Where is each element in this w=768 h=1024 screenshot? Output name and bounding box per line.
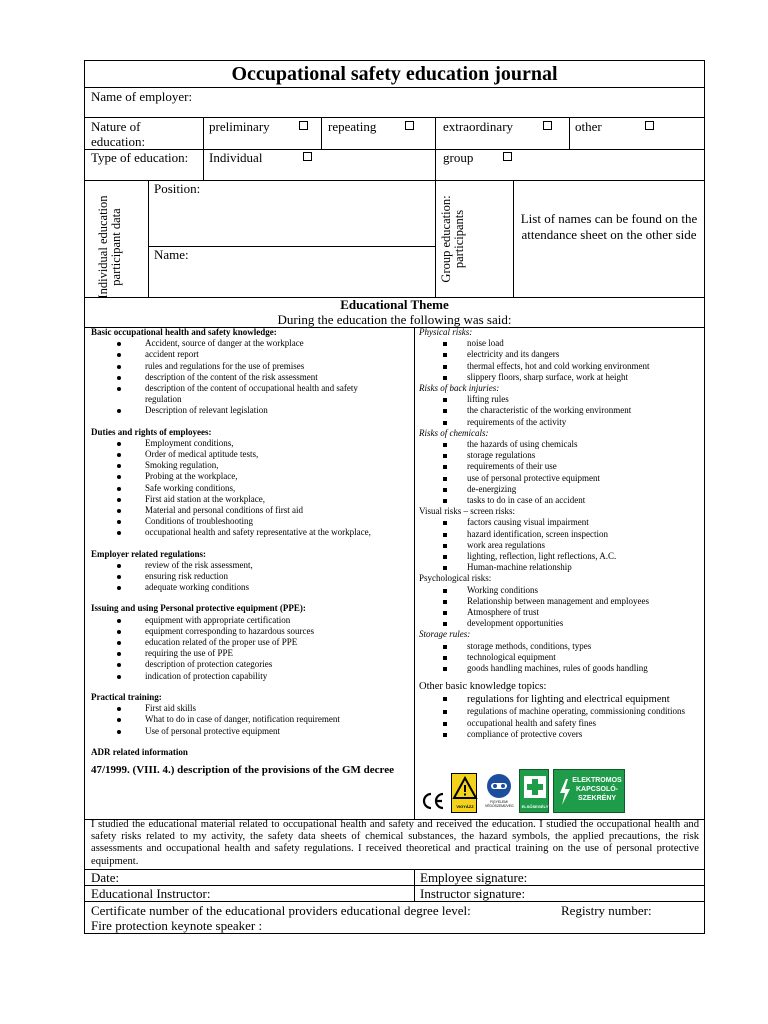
list-item: electricity and its dangers [419, 349, 703, 360]
psychological-heading: Psychological risks: [419, 573, 492, 584]
practical-list [91, 703, 411, 737]
list-item: Relationship between management and employees [419, 596, 703, 607]
ppe-list [91, 615, 411, 682]
practical-heading: Practical training: [91, 691, 162, 702]
other-topics-list [419, 693, 703, 740]
individual-side-label: Individual education participant data [96, 195, 123, 299]
list-item: Conditions of troubleshooting [91, 516, 411, 527]
list-item: de-energizing [419, 484, 703, 495]
list-item: First aid skills [91, 703, 411, 714]
list-item: equipment corresponding to hazardous sources [91, 626, 411, 637]
psychological-list [419, 585, 703, 630]
list-item: development opportunities [419, 618, 703, 629]
ce-mark-icon [421, 791, 445, 811]
list-item: Material and personal conditions of first aid [91, 505, 411, 516]
education-journal-form [84, 60, 705, 934]
basic-list [91, 338, 411, 416]
list-item: occupational health and safety fines [419, 718, 703, 729]
list-item: goods handling machines, rules of goods handling [419, 663, 703, 674]
list-item: Working conditions [419, 585, 703, 596]
visual-list [419, 517, 703, 573]
list-item: First aid station at the workplace, [91, 494, 411, 505]
checkbox-repeating[interactable] [405, 121, 414, 130]
mandatory-goggles-sign [485, 773, 513, 813]
basic-heading: Basic occupational health and safety knowledge: [91, 327, 277, 337]
list-item: tasks to do in case of an accident [419, 495, 703, 506]
list-item: Human-machine relationship [419, 562, 703, 573]
physical-heading: Physical risks: [419, 327, 473, 337]
list-item: storage methods, conditions, types [419, 641, 703, 652]
mandatory-sign-text: FIGYELEM! VÉDŐSZEMÜVEG [485, 800, 514, 808]
list-item: What to do in case of danger, notification requirement [91, 714, 411, 725]
option-extraordinary[interactable]: extraordinary [443, 119, 514, 134]
list-item: requiring the use of PPE [91, 648, 411, 659]
list-item: Probing at the workplace, [91, 471, 411, 482]
registry-number-field[interactable]: Registry number: [561, 903, 652, 918]
electrical-sign-text: ELEKTROMOS KAPCSOLÓ-SZEKRÉNY [572, 777, 622, 802]
warning-triangle-icon [452, 776, 478, 802]
statement-text: I studied the educational material related to occupational health and safety and received the education. I studied the occupational health and safety risks related to my activity, the safety data sheets of chemical substances, the hazard symbols, the applied precautions, the risk assessments and occupational health and safety regulations. I received theoretical and practical training on the use of personal protective equipment. [91, 819, 699, 867]
list-item: regulations of machine operating, commissioning conditions [419, 706, 703, 717]
instructor-signature-field[interactable]: Instructor signature: [420, 886, 526, 901]
list-item: Order of medical aptitude tests, [91, 449, 411, 460]
list-item: Accident, source of danger at the workplace [91, 338, 411, 349]
list-item: description of protection categories [91, 659, 411, 670]
list-item: Safe working conditions, [91, 483, 411, 494]
nature-label: Nature of education: [91, 119, 146, 149]
list-item: occupational health and safety representative at the workplace, [91, 527, 411, 538]
employer-label: Name of employer: [91, 89, 193, 104]
option-repeating[interactable]: repeating [328, 119, 377, 134]
list-item: regulations for lighting and electrical equipment [419, 693, 703, 706]
back-injuries-heading: Risks of back injuries: [419, 383, 500, 394]
certificate-field[interactable]: Certificate number of the educational providers educational degree level: [91, 903, 471, 918]
list-item: Employment conditions, [91, 438, 411, 449]
employee-signature-field[interactable]: Employee signature: [420, 870, 528, 885]
other-topics-heading: Other basic knowledge topics: [419, 681, 547, 693]
fire-protection-speaker-field[interactable]: Fire protection keynote speaker : [91, 918, 263, 933]
date-field[interactable]: Date: [91, 870, 120, 885]
list-item: description of the content of occupational health and safety regulation [91, 383, 411, 405]
right-topics-column [419, 327, 703, 809]
list-item: lifting rules [419, 394, 703, 405]
duties-heading: Duties and rights of employees: [91, 426, 212, 437]
checkbox-extraordinary[interactable] [543, 121, 552, 130]
warning-sign-text: VIGYÁZZ [456, 804, 474, 809]
storage-heading: Storage rules: [419, 629, 471, 640]
list-item: requirements of the activity [419, 417, 703, 428]
duties-list [91, 438, 411, 539]
first-aid-sign [519, 769, 549, 813]
list-item: requirements of their use [419, 461, 703, 472]
group-side-label: Group education: participants [439, 195, 466, 283]
chemicals-list [419, 439, 703, 506]
list-item: rules and regulations for the use of premises [91, 361, 411, 372]
list-item: description of the content of the risk assessment [91, 372, 411, 383]
list-item: hazard identification, screen inspection [419, 529, 703, 540]
list-item: equipment with appropriate certification [91, 615, 411, 626]
list-item: thermal effects, hot and cold working environment [419, 361, 703, 372]
visual-heading: Visual risks – screen risks: [419, 506, 515, 517]
position-label: Position: [154, 181, 201, 196]
list-item: noise load [419, 338, 703, 349]
type-label: Type of education: [91, 150, 189, 165]
name-label: Name: [154, 247, 189, 262]
warning-sign [451, 773, 477, 813]
decree-heading: 47/1999. (VIII. 4.) description of the provisions of the GM decree [91, 763, 394, 776]
adr-heading: ADR related information [91, 746, 188, 757]
list-item: the hazards of using chemicals [419, 439, 703, 450]
list-item: Smoking regulation, [91, 460, 411, 471]
electrical-cabinet-sign [553, 769, 625, 813]
option-group[interactable]: group [443, 150, 474, 165]
first-aid-text: ELSŐSEGÉLY [521, 804, 549, 809]
page-title: Occupational safety education journal [231, 63, 558, 85]
list-item: indication of protection capability [91, 671, 411, 682]
back-injuries-list [419, 394, 703, 428]
employer-regulations-heading: Employer related regulations: [91, 548, 206, 559]
list-item: education related of the proper use of PPE [91, 637, 411, 648]
list-item: accident report [91, 349, 411, 360]
employer-regulations-list [91, 560, 411, 594]
checkbox-individual[interactable] [303, 152, 312, 161]
storage-list [419, 641, 703, 675]
list-item: lighting, reflection, light reflections, A.C. [419, 551, 703, 562]
list-item: Atmosphere of trust [419, 607, 703, 618]
list-item: factors causing visual impairment [419, 517, 703, 528]
ppe-heading: Issuing and using Personal protective equipment (PPE): [91, 603, 306, 614]
list-item: ensuring risk reduction [91, 571, 411, 582]
first-aid-cross-icon [520, 772, 550, 802]
instructor-field[interactable]: Educational Instructor: [91, 886, 211, 901]
list-item: work area regulations [419, 540, 703, 551]
option-individual[interactable]: Individual [209, 150, 263, 165]
list-item: adequate working conditions [91, 582, 411, 593]
left-topics-column [91, 327, 411, 777]
goggles-icon [486, 773, 512, 799]
checkbox-preliminary[interactable] [299, 121, 308, 130]
safety-signs [419, 769, 703, 817]
list-item: review of the risk assessment, [91, 560, 411, 571]
option-preliminary[interactable]: preliminary [209, 119, 270, 134]
lightning-bolt-icon [558, 779, 572, 805]
list-item: storage regulations [419, 450, 703, 461]
option-other[interactable]: other [575, 119, 602, 134]
checkbox-group[interactable] [503, 152, 512, 161]
list-item: use of personal protective equipment [419, 473, 703, 484]
list-item: Use of personal protective equipment [91, 726, 411, 737]
theme-heading: Educational Theme [340, 297, 449, 312]
list-item: technological equipment [419, 652, 703, 663]
list-item: slippery floors, sharp surface, work at height [419, 372, 703, 383]
list-item: Description of relevant legislation [91, 405, 411, 416]
physical-list [419, 338, 703, 383]
checkbox-other[interactable] [645, 121, 654, 130]
group-note: List of names can be found on the attendance sheet on the other side [520, 211, 698, 242]
chemicals-heading: Risks of chemicals: [419, 427, 489, 438]
list-item: the characteristic of the working environment [419, 405, 703, 416]
list-item: compliance of protective covers [419, 729, 703, 740]
theme-subheading: During the education the following was said: [277, 312, 512, 327]
